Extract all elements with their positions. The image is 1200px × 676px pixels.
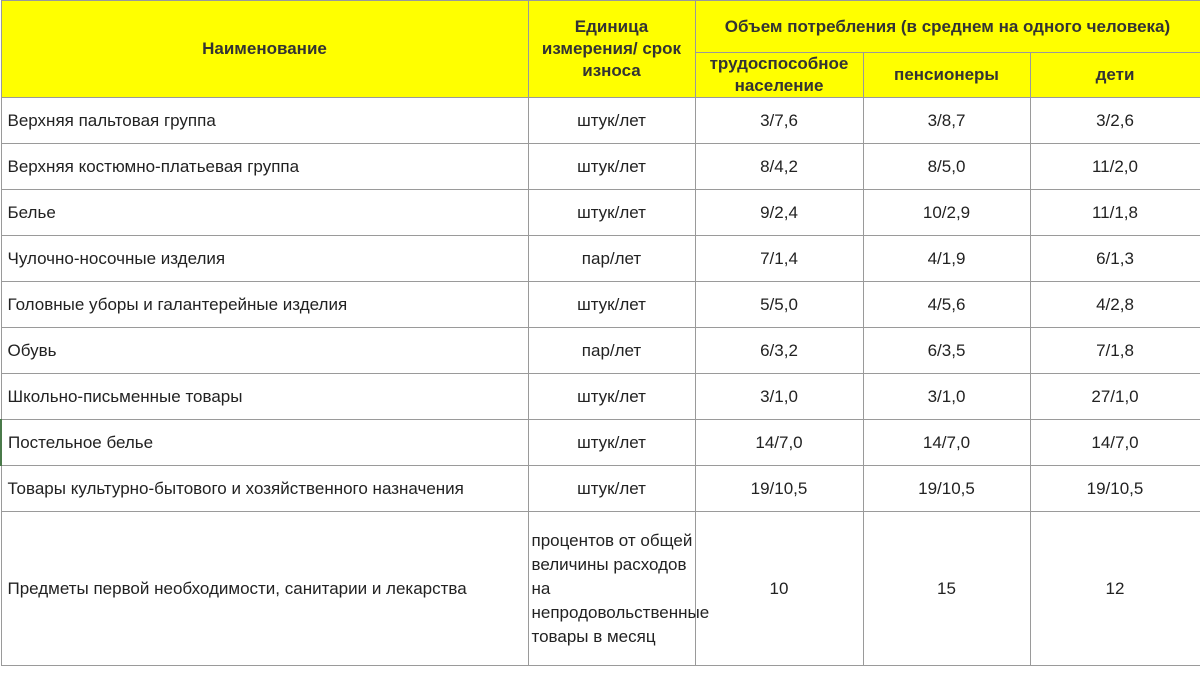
row-working: 7/1,4 xyxy=(695,236,863,282)
row-working: 9/2,4 xyxy=(695,190,863,236)
row-unit: процентов от общей величины расходов на непродовольственные товары в месяц xyxy=(528,512,695,666)
row-pensioners: 10/2,9 xyxy=(863,190,1030,236)
row-working: 6/3,2 xyxy=(695,328,863,374)
row-pensioners: 6/3,5 xyxy=(863,328,1030,374)
row-children: 11/2,0 xyxy=(1030,144,1200,190)
row-unit: штук/лет xyxy=(528,420,695,466)
row-unit: штук/лет xyxy=(528,374,695,420)
row-unit: штук/лет xyxy=(528,98,695,144)
table-row xyxy=(1,144,1200,190)
row-working: 19/10,5 xyxy=(695,466,863,512)
row-children: 6/1,3 xyxy=(1030,236,1200,282)
row-children: 4/2,8 xyxy=(1030,282,1200,328)
row-pensioners: 14/7,0 xyxy=(863,420,1030,466)
row-pensioners: 4/1,9 xyxy=(863,236,1030,282)
table-row xyxy=(1,328,1200,374)
row-name: Обувь xyxy=(1,328,528,374)
row-pensioners: 19/10,5 xyxy=(863,466,1030,512)
row-unit: штук/лет xyxy=(528,190,695,236)
row-children: 19/10,5 xyxy=(1030,466,1200,512)
header-consumption: Объем потребления (в среднем на одного человека) xyxy=(695,1,1200,53)
row-name: Чулочно-носочные изделия xyxy=(1,236,528,282)
row-name: Головные уборы и галантерейные изделия xyxy=(1,282,528,328)
row-children: 27/1,0 xyxy=(1030,374,1200,420)
row-name: Предметы первой необходимости, санитарии и лекарства xyxy=(1,512,528,666)
row-unit: штук/лет xyxy=(528,466,695,512)
table-row xyxy=(1,190,1200,236)
row-name: Верхняя пальтовая группа xyxy=(1,98,528,144)
row-name: Белье xyxy=(1,190,528,236)
table-row xyxy=(1,236,1200,282)
row-working: 14/7,0 xyxy=(695,420,863,466)
row-unit: штук/лет xyxy=(528,144,695,190)
row-children: 11/1,8 xyxy=(1030,190,1200,236)
table-row xyxy=(1,374,1200,420)
row-children: 3/2,6 xyxy=(1030,98,1200,144)
row-unit: штук/лет xyxy=(528,282,695,328)
table-row xyxy=(1,282,1200,328)
header-working: трудоспособное население xyxy=(695,53,863,98)
row-pensioners: 3/8,7 xyxy=(863,98,1030,144)
header-name: Наименование xyxy=(1,1,528,98)
row-unit: пар/лет xyxy=(528,328,695,374)
table-row xyxy=(1,98,1200,144)
row-pensioners: 3/1,0 xyxy=(863,374,1030,420)
header-row xyxy=(1,1,1200,53)
row-pensioners: 4/5,6 xyxy=(863,282,1030,328)
row-name: Постельное белье xyxy=(1,420,528,466)
row-pensioners: 15 xyxy=(863,512,1030,666)
table-row xyxy=(1,466,1200,512)
row-children: 7/1,8 xyxy=(1030,328,1200,374)
header-pensioners: пенсионеры xyxy=(863,53,1030,98)
table-row xyxy=(1,420,1200,466)
header-unit: Единица измерения/ срок износа xyxy=(528,1,695,98)
table-row xyxy=(1,512,1200,666)
row-children: 12 xyxy=(1030,512,1200,666)
row-working: 8/4,2 xyxy=(695,144,863,190)
row-working: 3/7,6 xyxy=(695,98,863,144)
row-working: 5/5,0 xyxy=(695,282,863,328)
row-children: 14/7,0 xyxy=(1030,420,1200,466)
row-name: Школьно-письменные товары xyxy=(1,374,528,420)
row-name: Товары культурно-бытового и хозяйственного назначения xyxy=(1,466,528,512)
row-name: Верхняя костюмно-платьевая группа xyxy=(1,144,528,190)
row-pensioners: 8/5,0 xyxy=(863,144,1030,190)
header-children: дети xyxy=(1030,53,1200,98)
row-working: 3/1,0 xyxy=(695,374,863,420)
row-working: 10 xyxy=(695,512,863,666)
row-unit: пар/лет xyxy=(528,236,695,282)
